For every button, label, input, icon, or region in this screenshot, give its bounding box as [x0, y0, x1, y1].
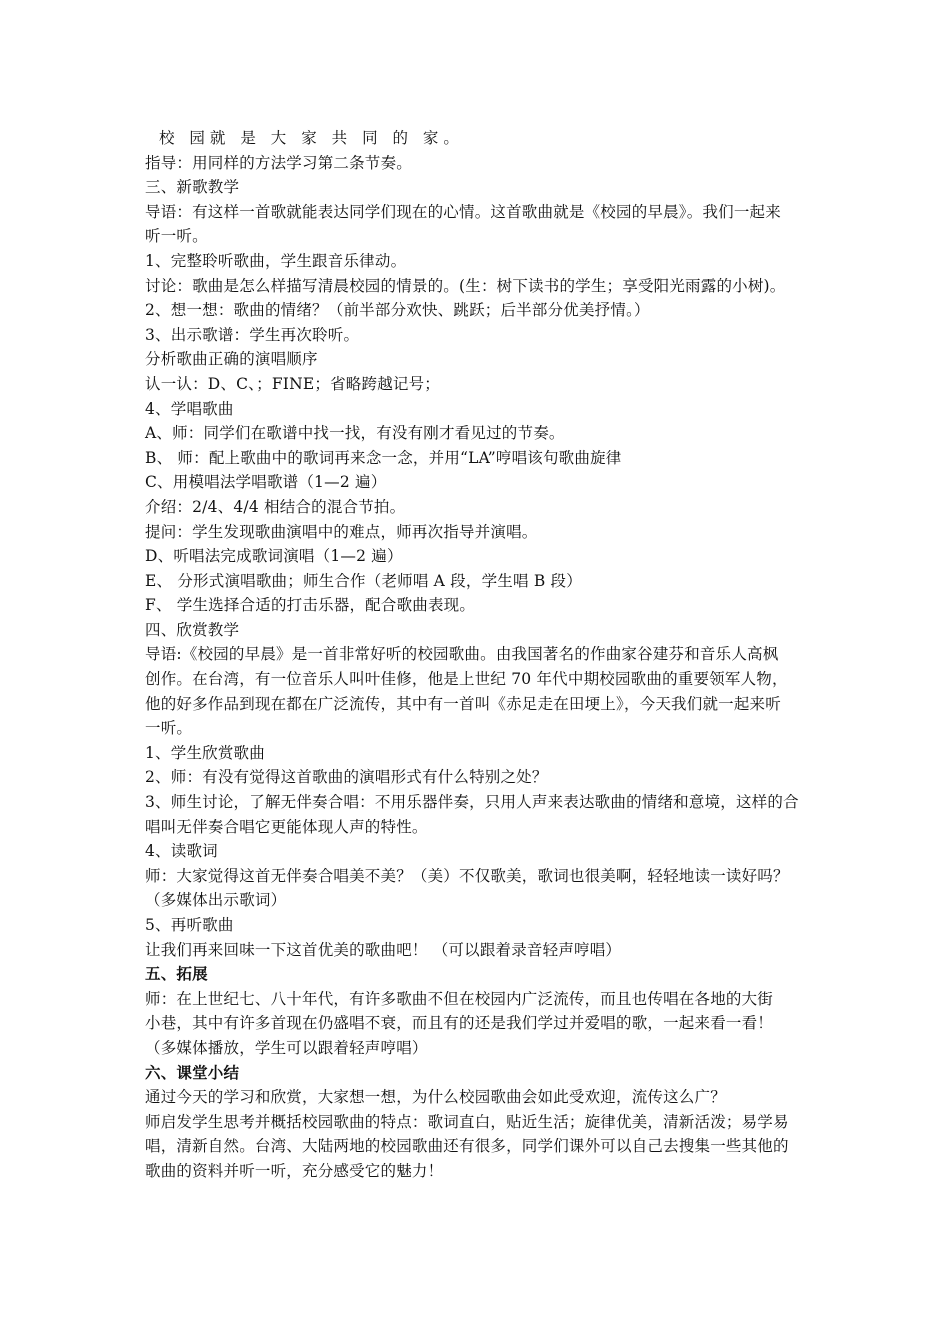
text-line: 校 园就 是 大 家 共 同 的 家。 [159, 129, 464, 147]
text-line: 创作。在台湾，有一位音乐人叫叶佳修，他是上世纪 70 年代中期校园歌曲的重要领军人物， [145, 670, 788, 689]
text-line: A、师：同学们在歌谱中找一找，有没有刚才看见过的节奏。 [145, 424, 565, 443]
text-line: F、 学生选择合适的打击乐器，配合歌曲表现。 [145, 596, 476, 615]
text-line: 介绍：2/4、4/4 相结合的混合节拍。 [145, 497, 406, 516]
text-line: 唱，清新自然。台湾、大陆两地的校园歌曲还有很多，同学们课外可以自己去搜集一些其他的 [145, 1137, 789, 1156]
section-heading: 五、拓展 [145, 964, 208, 984]
text-line: E、 分形式演唱歌曲；师生合作（老师唱 A 段，学生唱 B 段） [145, 571, 582, 590]
text-line: 唱叫无伴奏合唱它更能体现人声的特性。 [145, 817, 428, 836]
text-line: 歌曲的资料并听一听，充分感受它的魅力！ [145, 1161, 444, 1180]
text-line: 提问：学生发现歌曲演唱中的难点，师再次指导并演唱。 [145, 522, 538, 541]
text-line: 师启发学生思考并概括校园歌曲的特点：歌词直白，贴近生活；旋律优美，清新活泼；易学易 [145, 1112, 789, 1131]
document-body [145, 126, 809, 1184]
text-line: （多媒体出示歌词） [145, 891, 287, 910]
text-line: 师：大家觉得这首无伴奏合唱美不美？（美）不仅歌美，歌词也很美啊，轻轻地读一读好吗？ [145, 866, 789, 885]
text-line: 听一听。 [145, 227, 208, 246]
text-line: 三、新歌教学 [145, 178, 240, 197]
text-line: B、 师：配上歌曲中的歌词再来念一念，并用“LA”哼唱该句歌曲旋律 [145, 448, 622, 467]
text-line: 让我们再来回味一下这首优美的歌曲吧！ （可以跟着录音轻声哼唱） [145, 940, 622, 959]
text-line: 2、想一想：歌曲的情绪？（前半部分欢快、跳跃；后半部分优美抒情。） [145, 301, 650, 320]
text-line: 导语:《校园的早晨》是一首非常好听的校园歌曲。由我国著名的作曲家谷建芬和音乐人高枫 [145, 645, 779, 664]
text-line: 3、出示歌谱：学生再次聆听。 [145, 325, 360, 344]
text-line: 4、学唱歌曲 [145, 399, 234, 418]
text-line: 讨论：歌曲是怎么样描写清晨校园的情景的。(生：树下读书的学生；享受阳光雨露的小树)。 [145, 276, 786, 295]
text-line: 指导：用同样的方法学习第二条节奏。 [145, 153, 412, 172]
text-line: 5、再听歌曲 [145, 916, 234, 934]
text-line: 2、师：有没有觉得这首歌曲的演唱形式有什么特别之处？ [145, 768, 548, 787]
text-line: 他的好多作品到现在都在广泛流传，其中有一首叫《赤足走在田埂上》，今天我们就一起来听 [145, 694, 781, 713]
text-line: 一听。 [145, 719, 193, 738]
text-line: D、听唱法完成歌词演唱（1—2 遍） [145, 547, 403, 566]
text-line: 1、学生欣赏歌曲 [145, 743, 265, 762]
text-line: 认一认：D、C、；FINE；省略跨越记号； [145, 374, 440, 393]
text-line: 3、师生讨论，了解无伴奏合唱：不用乐器伴奏，只用人声来表达歌曲的情绪和意境，这样的合 [145, 793, 799, 812]
text-line: 分析歌曲正确的演唱顺序 [145, 350, 318, 369]
text-line: 4、读歌词 [145, 842, 218, 861]
text-line: 小巷，其中有许多首现在仍盛唱不衰，而且有的还是我们学过并爱唱的歌，一起来看一看！ [145, 1014, 774, 1033]
text-line: C、用模唱法学唱歌谱（1—2 遍） [145, 473, 387, 492]
section-heading: 六、课堂小结 [145, 1062, 240, 1082]
text-line: 四、欣赏教学 [145, 620, 240, 639]
text-line: 1、完整聆听歌曲，学生跟音乐律动。 [145, 251, 407, 270]
text-line: 导语：有这样一首歌就能表达同学们现在的心情。这首歌曲就是《校园的早晨》。我们一起来 [145, 202, 781, 221]
text-line: 师：在上世纪七、八十年代，有许多歌曲不但在校园内广泛流传，而且也传唱在各地的大街 [145, 989, 774, 1008]
text-line: 通过今天的学习和欣赏，大家想一想，为什么校园歌曲会如此受欢迎，流传这么广？ [145, 1088, 726, 1107]
text-line: （多媒体播放，学生可以跟着轻声哼唱） [145, 1038, 428, 1057]
